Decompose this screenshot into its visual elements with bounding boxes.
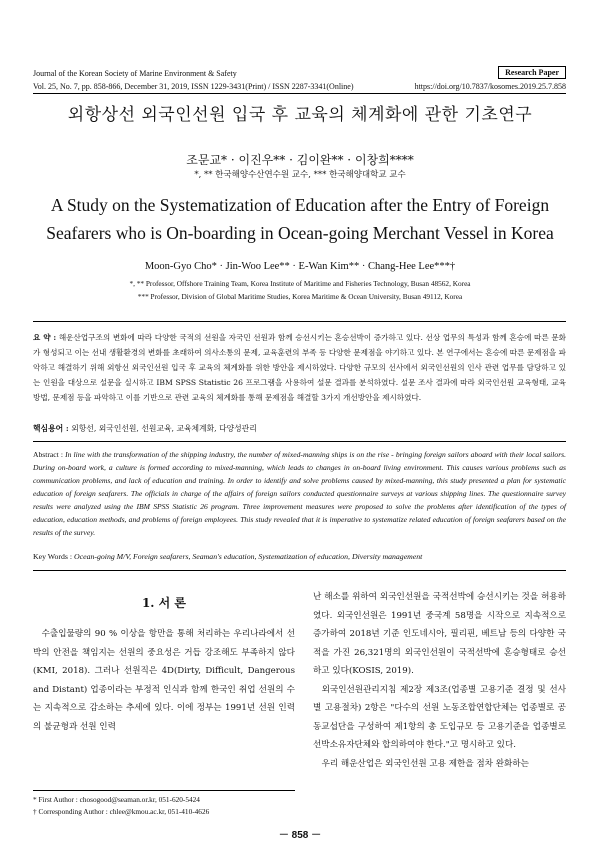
keywords-english-text: Ocean-going M/V, Foreign seafarers, Seaman's education, Systematization of education, Diversity management — [74, 552, 423, 561]
keywords-english — [33, 552, 422, 561]
paragraph: 외국인선원관리지침 제2장 제3조(업종별 고용기준 결정 및 선사별 고용절차) 2항은 "다수의 선원 노동조합연합단체는 업종별로 공동교섭단을 구성하여 제1항의 총 도입규모 등 고용기준을 업종별로 선박소유자단체와 합의하여야 한다."고 명시하고 있다. — [313, 684, 566, 750]
affiliation-korean: *, ** 한국해양수산연수원 교수, *** 한국해양대학교 교수 — [194, 170, 406, 180]
affiliation-line: *, ** Professor, Offshore Training Team, Korea Institute of Maritime and Fisheries Technology, Busan 48562, Korea — [129, 279, 471, 288]
keywords-korean-label: 핵심용어 : — [33, 424, 69, 433]
title-english: A Study on the Systematization of Education after the Entry of Foreign Seafarers who is On-boarding in Ocean-going Merchant Vessel in Korea — [46, 195, 554, 243]
article-type-badge: Research Paper — [498, 66, 566, 79]
authors-korean: 조문교* · 이진우** · 김이완** · 이창희**** — [186, 153, 414, 167]
authors-english: Moon-Gyo Cho* · Jin-Woo Lee** · E-Wan Kim** · Chang-Hee Lee***† — [144, 261, 456, 272]
volume-line: Vol. 25, No. 7, pp. 858-866, December 31, 2019, ISSN 1229-3431(Print) / ISSN 2287-3341(Online) — [33, 82, 354, 91]
footnote-rule — [33, 790, 295, 791]
abstract-korean-text: 해운산업구조의 변화에 따라 다양한 국적의 선원을 자국민 선원과 함께 승선시키는 혼승선박이 증가하고 있다. 선상 업무의 특성과 함께 혼승에 따른 문화가 형성되고 이는 선내 생활환경의 변화를 초래하여 의사소통의 문제, 교육훈련의 부족 등 다양한 문제점을 야기하고 있다. 본 연구에서는 혼승에 따른 문제점을 파악하고 해결하기 위해 외항선 외국인선원 입국 후 교육의 체계화를 위한 방안을 제시하였다. 다양한 규모의 선사에서 외국인선원의 인사 관련 업무를 담당하고 있는 인원을 대상으로 설문을 실시하고 IBM SPSS Statistic 26 프로그램을 사용하여 설문 결과를 분석하였다. 설문 조사 결과에 따라 외국인선원 교육형태, 교육방법, 문제점 등을 파악하고 이를 기반으로 관련 교육의 체계화를 통해 문제점을 해결할 3가지 개선방안을 제시하였다. — [33, 333, 567, 402]
title-korean: 외항상선 외국인선원 입국 후 교육의 체계화에 관한 기초연구 — [67, 105, 533, 125]
affiliations-english — [0, 278, 600, 303]
abstract-english-text: In line with the transformation of the shipping industry, the number of mixed-manning ships is on the rise - bringing foreign sailors aboard with their local sailors. During on-board work, a culture is formed according to mixed-manning, which leads to changes in on-board living environment. This causes various problems such as communication problems, and lack of education and training. In order to identify and solve problems caused by mixed-manning, this study presented a plan for systematic education of foreign seafarers. The officials in charge of the affairs of foreign sailors conducted questionnaire surveys at various shipping lines. The questionnaire survey results were analyzed using the IBM SPSS Statistic 26 program. Three improvement measures were proposed to solve the problems after identification of the types of education, education methods, and problems of foreign employees. This study revealed that it is imperative to systematize related education of foreign seafarers based on the results of the survey. — [33, 450, 567, 537]
doi-link[interactable]: https://doi.org/10.7837/kosomes.2019.25.7.858 — [414, 82, 566, 91]
affiliation-line: *** Professor, Division of Global Maritime Studies, Korea Maritime & Ocean University, Busan 49112, Korea — [137, 291, 463, 301]
footnote-first-author: * First Author : chosogood@seaman.or.kr, 051-620-5424 — [33, 795, 200, 804]
abstract-korean — [33, 330, 566, 405]
footnote-corresponding-author: † Corresponding Author : chlee@kmou.ac.kr, 051-410-4626 — [33, 807, 210, 816]
body-column-right — [313, 588, 566, 773]
abstract-english-label: Abstract : — [33, 450, 63, 459]
keywords-korean-text: 외항선, 외국인선원, 선원교육, 교육체계화, 다양성관리 — [71, 424, 257, 433]
page-number: － 858 － — [278, 830, 322, 841]
header-rule — [33, 93, 566, 94]
paragraph: 난 해소를 위하여 외국인선원을 국적선박에 승선시키는 것을 허용하였다. 외국인선원은 1991년 중국계 58명을 시작으로 지속적으로 증가하여 2018년 기준 인도네시아, 필리핀, 베트남 등의 다양한 국적을 가진 26,321명의 외국인선원이 국적선박에 혼승형태로 승선하고 있다(KOSIS, 2019). — [313, 592, 566, 676]
abstract-bottom-rule — [33, 570, 566, 571]
paragraph: 수출입물량의 90 % 이상을 항만을 통해 처리하는 우리나라에서 선박의 안전을 책임지는 선원의 중요성은 거듭 강조해도 부족하지 않다(KMI, 2018). 그러나 선원직은 4D(Dirty, Difficult, Dangerous and Distant) 업종이라는 부정적 인식과 함께 한국인 취업 선원의 수는 지속적으로 감소하는 추세에 있다. 이에 정부는 1991년 선원 인력의 불균형과 선원 인력 — [33, 629, 295, 732]
body-column-left — [33, 625, 295, 736]
abstract-korean-label: 요 약 : — [33, 333, 57, 342]
section-heading: 1. 서 론 — [141, 596, 187, 610]
keywords-english-label: Key Words : — [33, 552, 73, 561]
paragraph: 우리 해운산업은 외국인선원 고용 제한을 점차 완화하는 — [321, 758, 529, 769]
keywords-korean — [33, 423, 257, 434]
abstract-mid-rule — [33, 441, 566, 442]
abstract-top-rule — [33, 321, 566, 322]
journal-name: Journal of the Korean Society of Marine Environment & Safety — [33, 69, 237, 78]
abstract-english — [33, 448, 566, 539]
